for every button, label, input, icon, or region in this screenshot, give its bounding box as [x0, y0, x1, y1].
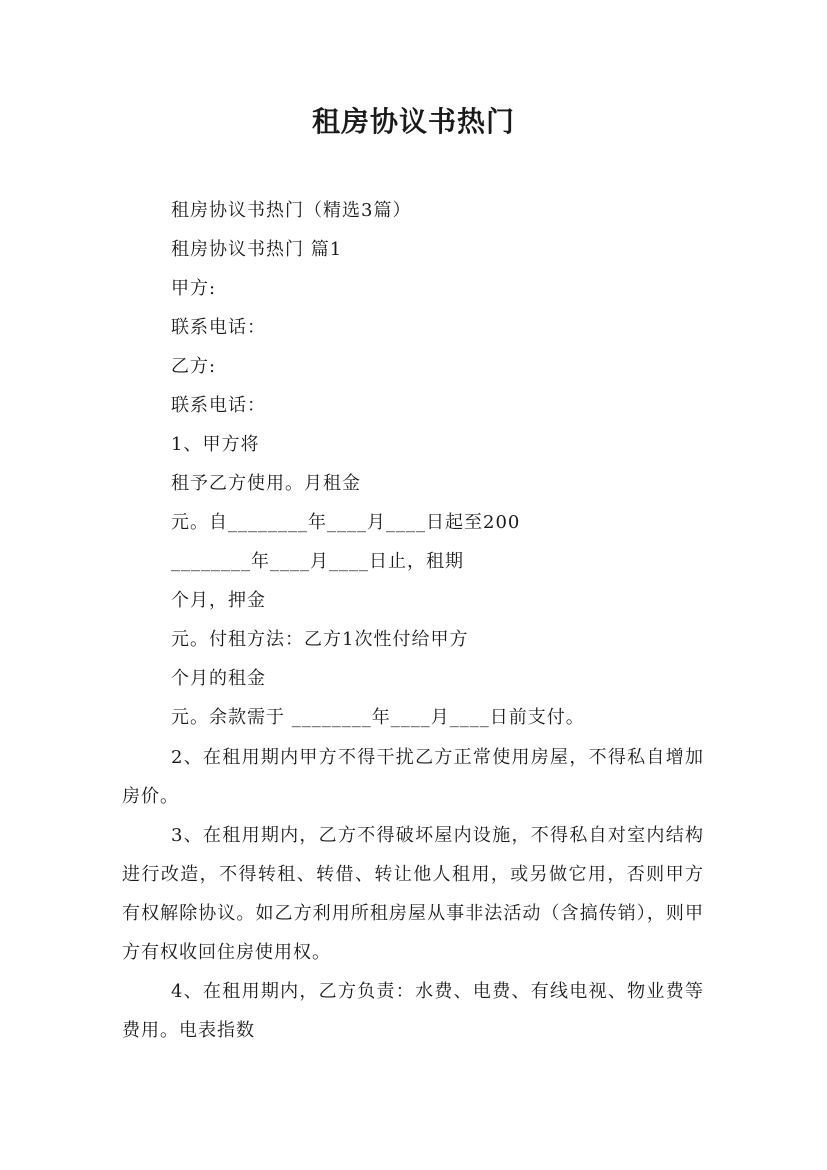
- doc-line-start-date: 元。自________年____月____日起至200: [171, 512, 521, 533]
- doc-line-party-b-phone: 联系电话：: [171, 395, 266, 416]
- doc-line-balance-due: 元。余款需于 ________年____月____日前支付。: [171, 707, 585, 728]
- doc-line-payment-method: 元。付租方法：乙方1次性付给甲方: [171, 629, 469, 650]
- doc-line-section-heading: 租房协议书热门 篇1: [171, 239, 343, 260]
- doc-line-party-b: 乙方:: [171, 356, 217, 377]
- doc-line-clause-1: 1、甲方将: [171, 434, 260, 455]
- doc-line-party-a-phone: 联系电话：: [171, 317, 266, 338]
- doc-line-months-rent: 个月的租金: [171, 668, 266, 689]
- doc-paragraph-clause-3: 3、在租用期内，乙方不得破坏屋内设施，不得私自对室内结构进行改造，不得转租、转借、转让他人租用，或另做它用，否则甲方有权解除协议。如乙方利用所租房屋从事非法活动（含搞传销），则甲方有权收回住房使用权。: [122, 825, 704, 963]
- doc-line-end-date: ________年____月____日止，租期: [171, 551, 464, 572]
- doc-line-party-a: 甲方:: [171, 278, 217, 299]
- doc-paragraph-clause-2: 2、在租用期内甲方不得干扰乙方正常使用房屋，不得私自增加房价。: [122, 747, 704, 807]
- doc-line-subtitle: 租房协议书热门（精选3篇）: [171, 200, 412, 221]
- document-title: 租房协议书热门: [311, 105, 515, 138]
- doc-paragraph-clause-4: 4、在租用期内，乙方负责：水费、电费、有线电视、物业费等费用。电表指数: [122, 981, 704, 1041]
- doc-line-deposit: 个月，押金: [171, 590, 266, 611]
- doc-line-rent: 租予乙方使用。月租金: [171, 473, 361, 494]
